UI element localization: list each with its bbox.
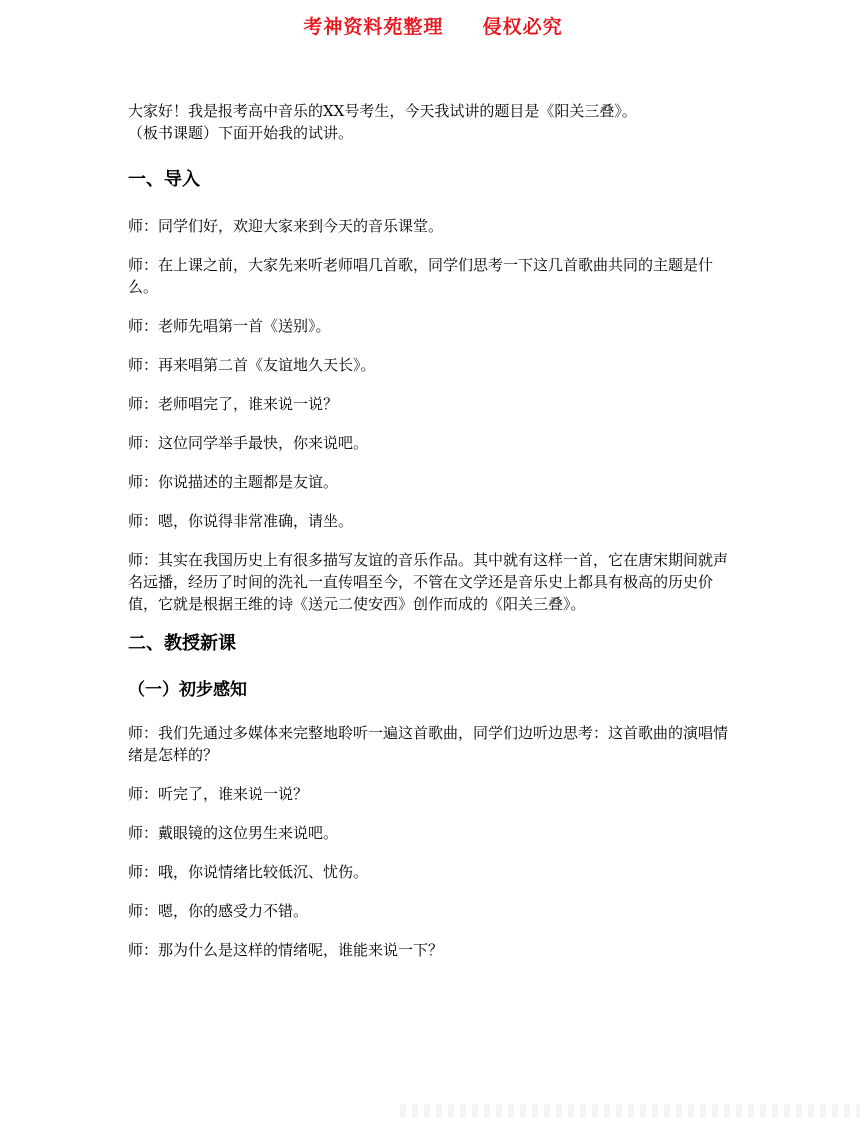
- document-body: [128, 100, 738, 978]
- intro-block: [128, 100, 738, 144]
- dialogue-paragraph: 师：其实在我国历史上有很多描写友谊的音乐作品。其中就有这样一首，它在唐宋期间就声名远播，经历了时间的洗礼一直传唱至今，不管在文学还是音乐史上都具有极高的历史价值，它就是根据王维的诗《送元二使安西》创作而成的《阳关三叠》。: [128, 551, 729, 613]
- dialogue-paragraph: 师：哦，你说情绪比较低沉、忧伤。: [128, 863, 369, 881]
- dialogue-paragraph: 师：那为什么是这样的情绪呢，谁能来说一下？: [128, 941, 444, 959]
- dialogue-paragraph: 师：嗯，你说得非常准确，请坐。: [128, 512, 354, 530]
- intro-line: 大家好！我是报考高中音乐的XX号考生，今天我试讲的题目是《阳关三叠》。: [128, 102, 637, 120]
- dialogue-paragraph: 师：在上课之前，大家先来听老师唱几首歌，同学们思考一下这几首歌曲共同的主题是什么。: [128, 256, 714, 296]
- dialogue-paragraph: 师：再来唱第二首《友谊地久天长》。: [128, 356, 376, 374]
- dialogue-paragraph: 师：我们先通过多媒体来完整地聆听一遍这首歌曲，同学们边听边思考：这首歌曲的演唱情绪是怎样的？: [128, 724, 729, 764]
- dialogue-paragraph: 师：这位同学举手最快，你来说吧。: [128, 434, 369, 452]
- dialogue-paragraph: 师：听完了，谁来说一说？: [128, 785, 309, 803]
- intro-line: （板书课题）下面开始我的试讲。: [128, 124, 354, 142]
- watermark-header: 考神资料苑整理 侵权必究: [303, 16, 563, 38]
- dialogue-paragraph: 师：老师先唱第一首《送别》。: [128, 317, 331, 335]
- subsection-heading-perception: （一）初步感知: [128, 680, 247, 700]
- section-heading-import: 一、导入: [128, 169, 200, 190]
- dialogue-paragraph: 师：戴眼镜的这位男生来说吧。: [128, 824, 339, 842]
- dialogue-paragraph: 师：老师唱完了，谁来说一说？: [128, 395, 339, 413]
- dialogue-paragraph: 师：嗯，你的感受力不错。: [128, 902, 309, 920]
- dialogue-paragraph: 师：你说描述的主题都是友谊。: [128, 473, 339, 491]
- section-heading-new-lesson: 二、教授新课: [128, 633, 236, 654]
- footer-faint-watermark: [400, 1104, 860, 1118]
- dialogue-paragraph: 师：同学们好，欢迎大家来到今天的音乐课堂。: [128, 217, 444, 235]
